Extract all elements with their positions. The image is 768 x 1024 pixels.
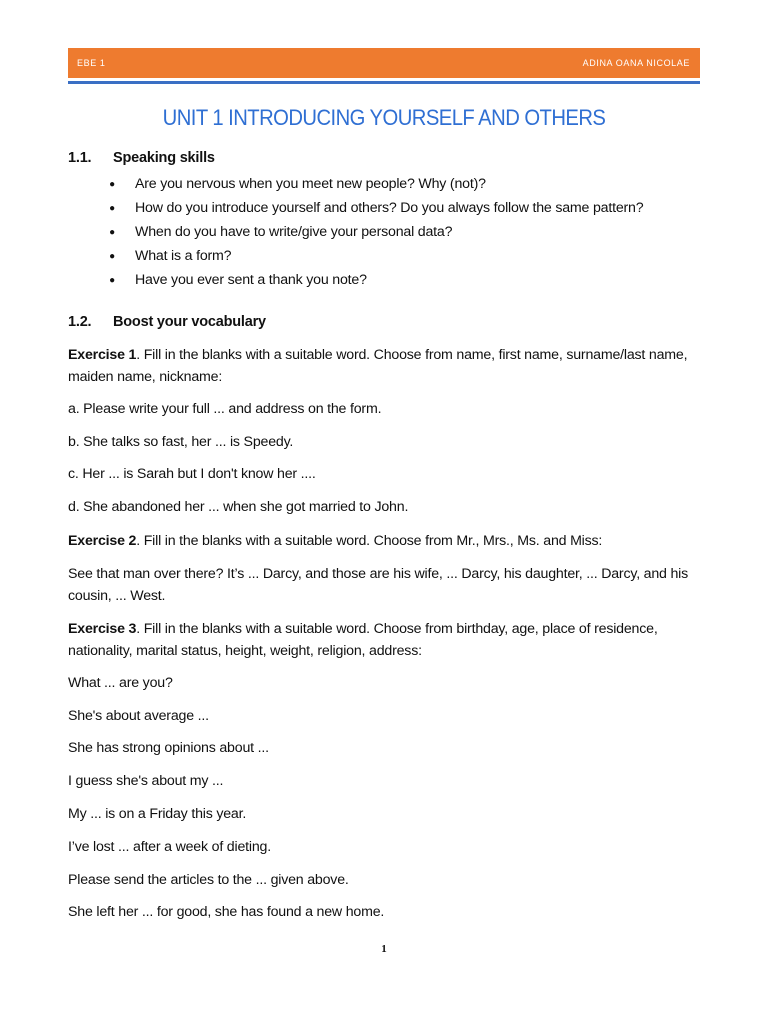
section-number: 1.1. — [68, 150, 92, 166]
header-author: ADINA OANA NICOLAE — [582, 58, 690, 68]
exercise2-instruction: Exercise 2. Fill in the blanks with a suitable word. Choose from Mr., Mrs., Ms. and Miss: — [68, 533, 603, 549]
list-item: ● Are you nervous when you meet new people? Why (not)? — [68, 172, 643, 196]
header-rule-divider — [68, 81, 700, 84]
exercise-label: Exercise 3 — [68, 621, 137, 637]
exercise2-text: See that man over there? It’s ... Darcy, and those are his wife, ... Darcy, his daughter, ... Darcy, and his cousin, ... West. — [68, 566, 689, 604]
exercise3-item: My ... is on a Friday this year. — [68, 806, 247, 822]
page-number: 1 — [381, 943, 387, 955]
list-item: ● Have you ever sent a thank you note? — [68, 268, 643, 292]
header-course-code: EBE 1 — [77, 58, 106, 68]
section-title: Boost your vocabulary — [113, 314, 266, 330]
exercise3-instruction: Exercise 3. Fill in the blanks with a suitable word. Choose from birthday, age, place of residence, nationality, marital status, height, weight, religion, address: — [68, 621, 658, 659]
section-number: 1.2. — [68, 314, 92, 330]
exercise3-item: What ... are you? — [68, 675, 173, 691]
section-title: Speaking skills — [113, 150, 215, 166]
exercise1-item: a. Please write your full ... and address on the form. — [68, 401, 382, 417]
speaking-questions-list — [68, 172, 643, 292]
exercise3-item: She left her ... for good, she has found a new home. — [68, 904, 385, 920]
exercise3-item: Please send the articles to the ... given above. — [68, 872, 349, 888]
exercise1-item: d. She abandoned her ... when she got married to John. — [68, 499, 409, 515]
bullet-icon: ● — [109, 226, 115, 238]
exercise1-item: b. She talks so fast, her ... is Speedy. — [68, 434, 294, 450]
exercise3-item: I guess she's about my ... — [68, 773, 224, 789]
page-header — [68, 48, 700, 78]
bullet-icon: ● — [109, 202, 115, 214]
exercise3-item: She has strong opinions about ... — [68, 740, 269, 756]
exercise-label: Exercise 2 — [68, 533, 137, 549]
bullet-icon: ● — [109, 274, 115, 286]
exercise3-item: She's about average ... — [68, 708, 209, 724]
bullet-icon: ● — [109, 178, 115, 190]
exercise3-item: I’ve lost ... after a week of dieting. — [68, 839, 271, 855]
section-heading-vocabulary — [68, 314, 266, 330]
exercise1-instruction: Exercise 1. Fill in the blanks with a suitable word. Choose from name, first name, surname/last name, maiden name, nickname: — [68, 347, 688, 385]
section-heading-speaking — [68, 150, 215, 166]
unit-title: UNIT 1 INTRODUCING YOURSELF AND OTHERS — [162, 105, 606, 130]
exercise-label: Exercise 1 — [68, 347, 137, 363]
bullet-icon: ● — [109, 250, 115, 262]
list-item: ● When do you have to write/give your personal data? — [68, 220, 643, 244]
list-item: ● How do you introduce yourself and others? Do you always follow the same pattern? — [68, 196, 643, 220]
exercise1-item: c. Her ... is Sarah but I don't know her .... — [68, 466, 316, 482]
list-item: ● What is a form? — [68, 244, 643, 268]
